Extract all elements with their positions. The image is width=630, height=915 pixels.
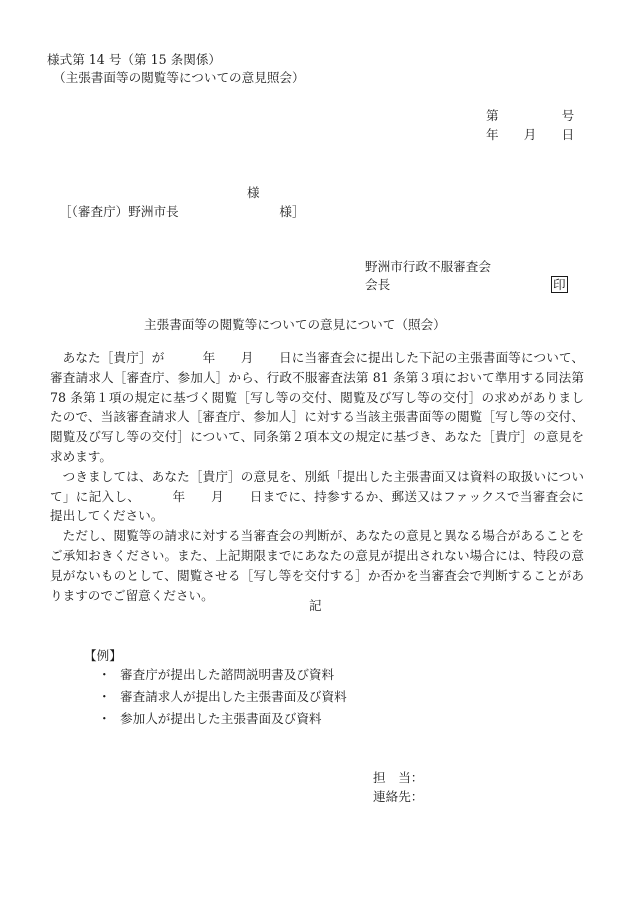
- bullet-icon: ・: [98, 711, 111, 726]
- example-item-label: 審査請求人が提出した主張書面及び資料: [120, 689, 347, 704]
- seal-mark: [551, 276, 568, 293]
- date-label: 年 月 日: [486, 127, 575, 142]
- addressee-alternative: ［（審査庁）野洲市長 様］: [59, 204, 305, 219]
- example-item-label: 審査庁が提出した諮問説明書及び資料: [120, 667, 335, 682]
- contact-info-label: 連絡先：: [373, 789, 424, 804]
- list-item: [98, 664, 347, 686]
- body-paragraph-1: あなた［貴庁］が 年 月 日に当審査会に提出した下記の主張書面等について、審査請求人［審査庁、参加人］から、行政不服審査法第 81 条第３項において準用する同法第 78 条第１項の規定に基づく閲覧［写し等の交付、閲覧及び写し等の交付］の求めがありましたので、当該審査請求人［審査庁、参加人］に対する当該主張書面等の閲覧［写し等の交付、閲覧及び写し等の交付］について、同条第２項本文の規定に基づき、あなた［貴庁］の意見を求めます。: [50, 350, 584, 464]
- form-caption: （主張書面等の閲覧等についての意見照会）: [53, 70, 305, 85]
- bullet-icon: ・: [98, 667, 111, 682]
- sender-title: 会長: [365, 277, 391, 292]
- body-paragraph-2: つきましては、あなた［貴庁］の意見を、別紙「提出した主張書面又は資料の取扱いについて」に記入し、 年 月 日までに、持参するか、郵送又はファックスで当審査会に提出してください。: [50, 468, 584, 524]
- subject-title: 主張書面等の閲覧等についての意見について（照会）: [144, 317, 446, 332]
- example-heading: 【例】: [84, 648, 122, 663]
- seal-icon: 印: [553, 277, 566, 292]
- bullet-icon: ・: [98, 689, 111, 704]
- body-text: [50, 348, 584, 605]
- contact-person-label: 担 当：: [373, 770, 424, 785]
- addressee-honorific: 様: [247, 185, 260, 200]
- example-item-label: 参加人が提出した主張書面及び資料: [120, 711, 322, 726]
- list-item: [98, 686, 347, 708]
- document-number-label: 第 号: [486, 108, 575, 123]
- body-paragraph-3: ただし、閲覧等の請求に対する当審査会の判断が、あなたの意見と異なる場合があることをご承知おきください。また、上記期限までにあなたの意見が提出されない場合には、特段の意見がないものとして、閲覧させる［写し等を交付する］か否かを当審査会で判断することがありますのでご留意ください。: [50, 528, 584, 603]
- sender-organization: 野洲市行政不服審査会: [365, 259, 491, 274]
- example-list: [98, 664, 347, 730]
- list-item: [98, 708, 347, 730]
- ki-heading: 記: [309, 598, 322, 613]
- form-number: 様式第 14 号（第 15 条関係）: [47, 52, 222, 67]
